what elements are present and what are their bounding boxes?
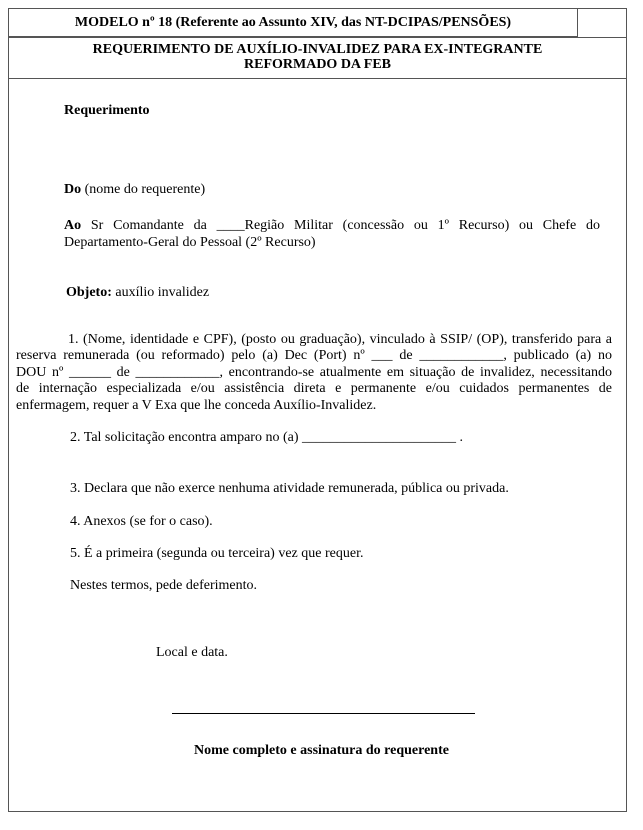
ao-line-2: Departamento-Geral do Pessoal (2º Recurso) <box>64 235 316 250</box>
item1-line-2: reserva remunerada (ou reformado) pelo (a) Dec (Port) nº ___ de ____________, publicado (a) no <box>16 348 612 363</box>
title-line-1: REQUERIMENTO DE AUXÍLIO-INVALIDEZ PARA EX-INTEGRANTE <box>92 42 543 57</box>
item1-line-5: enfermagem, requer a V Exa que lhe conceda Auxílio-Invalidez. <box>16 398 377 413</box>
do-line <box>64 182 205 198</box>
item1-line-4: de internação especializada e/ou assistência direta e permanente e/ou cuidados permanentes de <box>16 381 612 396</box>
title-line-2: REFORMADO DA FEB <box>244 57 391 72</box>
item2-text: 2. Tal solicitação encontra amparo no (a) ______________________ . <box>70 430 463 445</box>
item1-line-1: 1. (Nome, identidade e CPF), (posto ou graduação), vinculado à SSIP/ (OP), transferido para a <box>68 332 612 347</box>
ao-label: Ao <box>64 218 82 233</box>
requerimento-heading: Requerimento <box>64 103 150 118</box>
objeto-line <box>66 285 209 301</box>
document-title <box>9 37 626 79</box>
item3-text: 3. Declara que não exerce nenhuma atividade remunerada, pública ou privada. <box>70 481 509 496</box>
place-date-text: Local e data. <box>156 645 228 660</box>
signature-label: Nome completo e assinatura do requerente <box>194 743 449 758</box>
item1-line-3: DOU nº ______ de ____________, encontrando-se atualmente em situação de invalidez, necessitando <box>16 365 612 380</box>
do-text: (nome do requerente) <box>81 182 206 197</box>
model-header: MODELO nº 18 (Referente ao Assunto XIV, das NT-DCIPAS/PENSÕES) <box>9 9 578 37</box>
objeto-label: Objeto: <box>66 285 112 300</box>
item5-text: 5. É a primeira (segunda ou terceira) vez que requer. <box>70 546 364 561</box>
ao-text: Sr Comandante da ____Região Militar (concessão ou 1º Recurso) ou Chefe do <box>81 218 600 233</box>
signature-line <box>172 713 475 714</box>
closing-text: Nestes termos, pede deferimento. <box>70 578 257 593</box>
item4-text: 4. Anexos (se for o caso). <box>70 514 213 529</box>
do-label: Do <box>64 182 82 197</box>
objeto-text: auxílio invalidez <box>111 285 210 300</box>
ao-line-1 <box>64 218 600 234</box>
